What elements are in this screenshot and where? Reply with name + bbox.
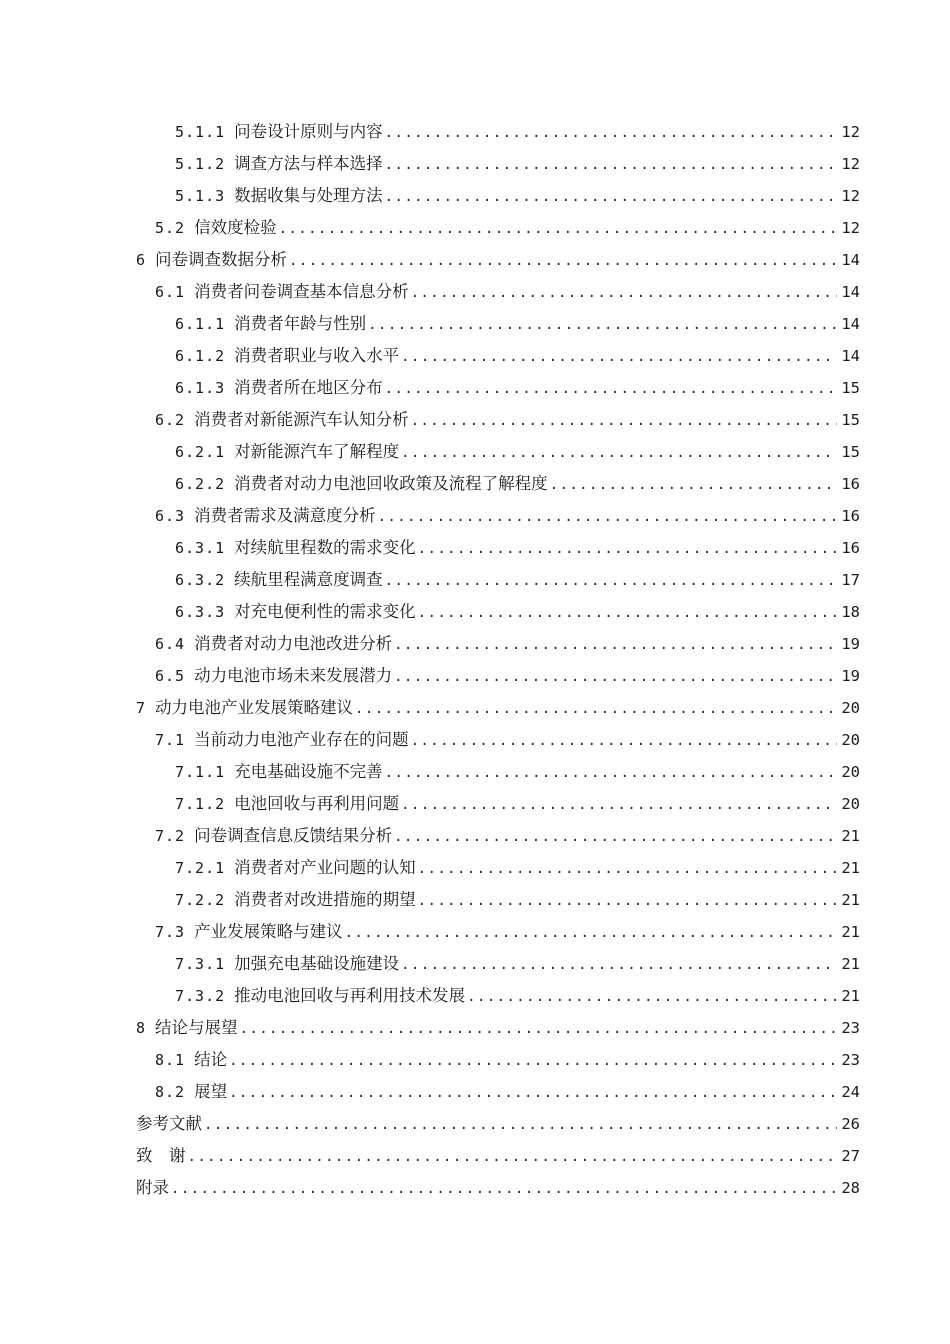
toc-entry-page: 15	[841, 411, 860, 429]
toc-dot-leader	[394, 629, 837, 661]
toc-entry[interactable]	[136, 468, 860, 500]
toc-entry-title: 动力电池市场未来发展潜力	[194, 666, 393, 685]
toc-entry-title: 电池回收与再利用问题	[234, 794, 400, 813]
toc-entry[interactable]	[136, 756, 860, 788]
table-of-contents	[136, 116, 860, 1204]
toc-entry[interactable]	[136, 1172, 860, 1204]
toc-dot-leader	[401, 437, 837, 469]
toc-entry-page: 14	[841, 251, 860, 269]
toc-entry[interactable]	[136, 372, 860, 404]
toc-entry-title: 消费者问卷调查基本信息分析	[194, 282, 409, 301]
toc-dot-leader	[385, 149, 838, 181]
toc-entry-number: 7.2	[155, 827, 186, 845]
toc-dot-leader	[188, 1141, 838, 1173]
toc-entry[interactable]	[136, 628, 860, 660]
toc-dot-leader	[418, 597, 838, 629]
toc-entry-number: 5.1.3	[175, 187, 226, 205]
toc-dot-leader	[394, 661, 837, 693]
toc-entry-title: 致 谢	[136, 1146, 186, 1165]
toc-entry-title: 消费者对动力电池回收政策及流程了解程度	[234, 474, 548, 493]
toc-dot-leader	[385, 181, 838, 213]
toc-entry[interactable]	[136, 916, 860, 948]
toc-dot-leader	[240, 1013, 838, 1045]
toc-dot-leader	[418, 885, 838, 917]
toc-entry-page: 17	[841, 571, 860, 589]
toc-entry-page: 21	[841, 827, 860, 845]
toc-dot-leader	[401, 949, 837, 981]
toc-entry-number: 6.3.2	[175, 571, 226, 589]
toc-entry-number: 6.3	[155, 507, 186, 525]
toc-dot-leader	[385, 373, 838, 405]
toc-entry-title: 问卷设计原则与内容	[234, 122, 383, 141]
toc-entry[interactable]	[136, 1108, 860, 1140]
toc-entry[interactable]	[136, 948, 860, 980]
toc-dot-leader	[411, 405, 838, 437]
toc-dot-leader	[289, 245, 837, 277]
toc-dot-leader	[385, 565, 838, 597]
toc-entry[interactable]	[136, 340, 860, 372]
toc-entry-page: 12	[841, 123, 860, 141]
toc-entry-page: 16	[841, 507, 860, 525]
toc-dot-leader	[355, 693, 837, 725]
toc-entry[interactable]	[136, 980, 860, 1012]
toc-entry[interactable]	[136, 1076, 860, 1108]
toc-entry-title: 信效度检验	[194, 218, 277, 237]
toc-entry[interactable]	[136, 820, 860, 852]
toc-entry-title: 对续航里程数的需求变化	[234, 538, 416, 557]
toc-entry-page: 21	[841, 923, 860, 941]
toc-entry-title: 调查方法与样本选择	[234, 154, 383, 173]
toc-entry[interactable]	[136, 308, 860, 340]
toc-entry-title: 参考文献	[136, 1114, 202, 1133]
toc-entry-page: 28	[841, 1179, 860, 1197]
toc-entry-title: 充电基础设施不完善	[234, 762, 383, 781]
toc-entry-number: 7.2.2	[175, 891, 226, 909]
toc-dot-leader	[418, 853, 838, 885]
toc-entry-page: 12	[841, 219, 860, 237]
toc-entry-number: 6.1	[155, 283, 186, 301]
toc-entry-number: 8.2	[155, 1083, 186, 1101]
toc-entry[interactable]	[136, 436, 860, 468]
toc-entry-page: 16	[841, 539, 860, 557]
toc-entry[interactable]	[136, 852, 860, 884]
toc-dot-leader	[378, 501, 838, 533]
toc-entry-number: 5.2	[155, 219, 186, 237]
toc-entry-number: 6.1.3	[175, 379, 226, 397]
toc-entry-page: 21	[841, 987, 860, 1005]
toc-entry-title: 加强充电基础设施建设	[234, 954, 400, 973]
toc-entry-page: 21	[841, 955, 860, 973]
toc-entry[interactable]	[136, 660, 860, 692]
toc-dot-leader	[550, 469, 838, 501]
toc-entry-title: 结论与展望	[155, 1018, 238, 1037]
toc-entry-page: 26	[841, 1115, 860, 1133]
toc-entry-number: 6.3.1	[175, 539, 226, 557]
toc-entry-number: 6.2.1	[175, 443, 226, 461]
toc-entry-number: 6.1.2	[175, 347, 226, 365]
toc-entry-number: 7.1	[155, 731, 186, 749]
toc-entry-page: 18	[841, 603, 860, 621]
toc-entry[interactable]	[136, 148, 860, 180]
toc-entry[interactable]	[136, 724, 860, 756]
toc-entry-page: 19	[841, 635, 860, 653]
toc-entry[interactable]	[136, 276, 860, 308]
toc-dot-leader	[401, 341, 837, 373]
toc-entry[interactable]	[136, 1012, 860, 1044]
toc-entry-page: 27	[841, 1147, 860, 1165]
toc-entry-title: 推动电池回收与再利用技术发展	[234, 986, 466, 1005]
toc-entry-title: 数据收集与处理方法	[234, 186, 383, 205]
toc-entry-number: 6	[136, 251, 147, 269]
toc-entry[interactable]	[136, 564, 860, 596]
toc-entry-page: 14	[841, 315, 860, 333]
toc-entry-title: 结论	[194, 1050, 228, 1069]
toc-entry-number: 5.1.2	[175, 155, 226, 173]
toc-entry-number: 6.4	[155, 635, 186, 653]
toc-entry-title: 当前动力电池产业存在的问题	[194, 730, 409, 749]
toc-entry-title: 问卷调查信息反馈结果分析	[194, 826, 393, 845]
toc-dot-leader	[204, 1109, 837, 1141]
toc-dot-leader	[385, 757, 838, 789]
toc-entry-page: 20	[841, 699, 860, 717]
toc-entry-title: 消费者职业与收入水平	[234, 346, 400, 365]
toc-entry-title: 问卷调查数据分析	[155, 250, 288, 269]
toc-entry-number: 6.1.1	[175, 315, 226, 333]
toc-entry[interactable]	[136, 116, 860, 148]
toc-entry-page: 20	[841, 731, 860, 749]
toc-entry-number: 7.3	[155, 923, 186, 941]
toc-dot-leader	[368, 309, 837, 341]
toc-entry-title: 消费者需求及满意度分析	[194, 506, 376, 525]
toc-entry-number: 6.2.2	[175, 475, 226, 493]
toc-entry-title: 续航里程满意度调查	[234, 570, 383, 589]
toc-entry[interactable]	[136, 1044, 860, 1076]
toc-entry-page: 20	[841, 795, 860, 813]
toc-entry-number: 7	[136, 699, 147, 717]
toc-entry-page: 14	[841, 347, 860, 365]
toc-dot-leader	[394, 821, 837, 853]
toc-entry[interactable]	[136, 180, 860, 212]
toc-entry-title: 展望	[194, 1082, 228, 1101]
toc-entry[interactable]	[136, 884, 860, 916]
toc-entry[interactable]	[136, 212, 860, 244]
toc-entry-page: 24	[841, 1083, 860, 1101]
toc-entry-page: 15	[841, 379, 860, 397]
toc-entry[interactable]	[136, 692, 860, 724]
toc-entry-title: 消费者对产业问题的认知	[234, 858, 416, 877]
toc-entry-title: 附录	[136, 1178, 169, 1197]
toc-entry-number: 7.1.1	[175, 763, 226, 781]
toc-entry-page: 19	[841, 667, 860, 685]
toc-entry-title: 动力电池产业发展策略建议	[155, 698, 354, 717]
toc-dot-leader	[345, 917, 838, 949]
toc-entry[interactable]	[136, 532, 860, 564]
toc-dot-leader	[401, 789, 837, 821]
toc-dot-leader	[385, 117, 838, 149]
toc-dot-leader	[411, 277, 838, 309]
toc-entry-page: 12	[841, 187, 860, 205]
toc-entry-number: 6.3.3	[175, 603, 226, 621]
toc-entry-title: 消费者年龄与性别	[234, 314, 367, 333]
toc-entry[interactable]	[136, 500, 860, 532]
toc-dot-leader	[467, 981, 837, 1013]
toc-entry[interactable]	[136, 244, 860, 276]
toc-dot-leader	[229, 1077, 837, 1109]
toc-dot-leader	[171, 1173, 837, 1205]
toc-entry-page: 15	[841, 443, 860, 461]
toc-dot-leader	[279, 213, 838, 245]
toc-dot-leader	[411, 725, 838, 757]
toc-entry-title: 产业发展策略与建议	[194, 922, 343, 941]
toc-entry-number: 7.1.2	[175, 795, 226, 813]
toc-entry-page: 23	[841, 1019, 860, 1037]
toc-entry-title: 消费者对新能源汽车认知分析	[194, 410, 409, 429]
toc-entry-title: 对新能源汽车了解程度	[234, 442, 400, 461]
toc-entry-page: 12	[841, 155, 860, 173]
toc-dot-leader	[418, 533, 838, 565]
toc-entry[interactable]	[136, 1140, 860, 1172]
toc-entry-page: 14	[841, 283, 860, 301]
toc-entry[interactable]	[136, 596, 860, 628]
toc-entry-number: 7.3.1	[175, 955, 226, 973]
toc-entry-number: 8	[136, 1019, 147, 1037]
toc-entry-title: 消费者对改进措施的期望	[234, 890, 416, 909]
toc-entry-page: 23	[841, 1051, 860, 1069]
toc-entry-title: 对充电便利性的需求变化	[234, 602, 416, 621]
toc-entry-number: 5.1.1	[175, 123, 226, 141]
toc-dot-leader	[229, 1045, 837, 1077]
toc-entry-number: 6.2	[155, 411, 186, 429]
toc-entry-number: 7.2.1	[175, 859, 226, 877]
toc-entry[interactable]	[136, 788, 860, 820]
toc-entry-title: 消费者所在地区分布	[234, 378, 383, 397]
toc-entry-page: 21	[841, 891, 860, 909]
toc-entry-page: 21	[841, 859, 860, 877]
toc-entry-number: 6.5	[155, 667, 186, 685]
toc-entry-number: 8.1	[155, 1051, 186, 1069]
toc-entry-page: 20	[841, 763, 860, 781]
toc-entry[interactable]	[136, 404, 860, 436]
toc-entry-page: 16	[841, 475, 860, 493]
toc-entry-title: 消费者对动力电池改进分析	[194, 634, 393, 653]
toc-entry-number: 7.3.2	[175, 987, 226, 1005]
